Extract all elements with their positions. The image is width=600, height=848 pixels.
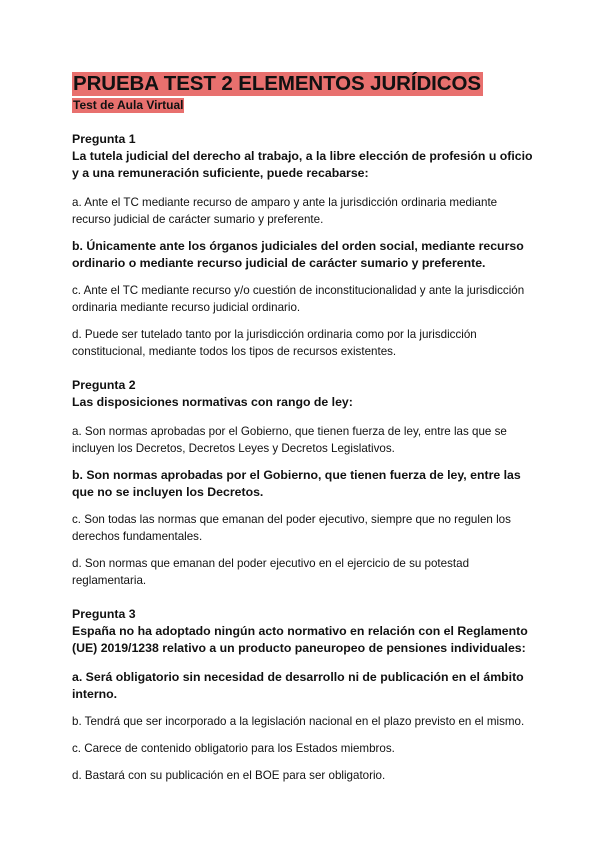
answer-option-d: d. Son normas que emanan del poder ejecutivo en el ejercicio de su potestad reglamentaria. xyxy=(72,557,470,587)
answer-option-c: c. Son todas las normas que emanan del poder ejecutivo, siempre que no regulen los derechos fundamentales. xyxy=(72,513,511,543)
answer-option-c: c. Carece de contenido obligatorio para los Estados miembros. xyxy=(72,742,395,755)
answer-option-c: c. Ante el TC mediante recurso y/o cuestión de inconstitucionalidad y ante la jurisdicción ordinaria mediante recurso judicial ordinario. xyxy=(72,284,525,314)
answer-option-b-correct: b. Únicamente ante los órganos judiciales del orden social, mediante recurso ordinario o mediante recurso judicial de carácter sumario y preferente. xyxy=(72,239,524,270)
answer-option-d: d. Puede ser tutelado tanto por la jurisdicción ordinaria como por la jurisdicción constitucional, mediante todos los tipos de recursos existentes. xyxy=(72,328,477,358)
answer-option-a: a. Son normas aprobadas por el Gobierno, que tienen fuerza de ley, entre las que se incluyen los Decretos, Decretos Leyes y Decretos Legislativos. xyxy=(72,425,507,455)
answer-option-a: a. Ante el TC mediante recurso de amparo y ante la jurisdicción ordinaria mediante recurso judicial de carácter sumario y preferente. xyxy=(72,196,498,226)
question-text: La tutela judicial del derecho al trabajo, a la libre elección de profesión u oficio y a una remuneración suficiente, puede recabarse: xyxy=(72,149,533,180)
question-text: España no ha adoptado ningún acto normativo en relación con el Reglamento (UE) 2019/1238 relativo a un producto paneuropeo de pensiones individuales: xyxy=(72,624,528,655)
question-3 xyxy=(72,606,534,784)
question-2 xyxy=(72,377,534,589)
answer-option-a-correct: a. Será obligatorio sin necesidad de desarrollo ni de publicación en el ámbito interno. xyxy=(72,670,524,701)
question-number: Pregunta 2 xyxy=(72,378,136,392)
question-text: Las disposiciones normativas con rango de ley: xyxy=(72,395,353,409)
answer-option-b-correct: b. Son normas aprobadas por el Gobierno, que tienen fuerza de ley, entre las que no se incluyen los Decretos. xyxy=(72,468,521,499)
answer-option-d: d. Bastará con su publicación en el BOE para ser obligatorio. xyxy=(72,769,386,782)
document-title: PRUEBA TEST 2 ELEMENTOS JURÍDICOS xyxy=(73,72,481,95)
question-header xyxy=(72,606,534,657)
question-number: Pregunta 1 xyxy=(72,132,136,146)
answer-option-b: b. Tendrá que ser incorporado a la legislación nacional en el plazo previsto en el mismo. xyxy=(72,715,525,728)
question-1 xyxy=(72,131,534,360)
question-header xyxy=(72,377,534,411)
question-header xyxy=(72,131,534,182)
document-page xyxy=(72,72,534,784)
document-subtitle: Test de Aula Virtual xyxy=(73,98,184,112)
question-number: Pregunta 3 xyxy=(72,607,136,621)
